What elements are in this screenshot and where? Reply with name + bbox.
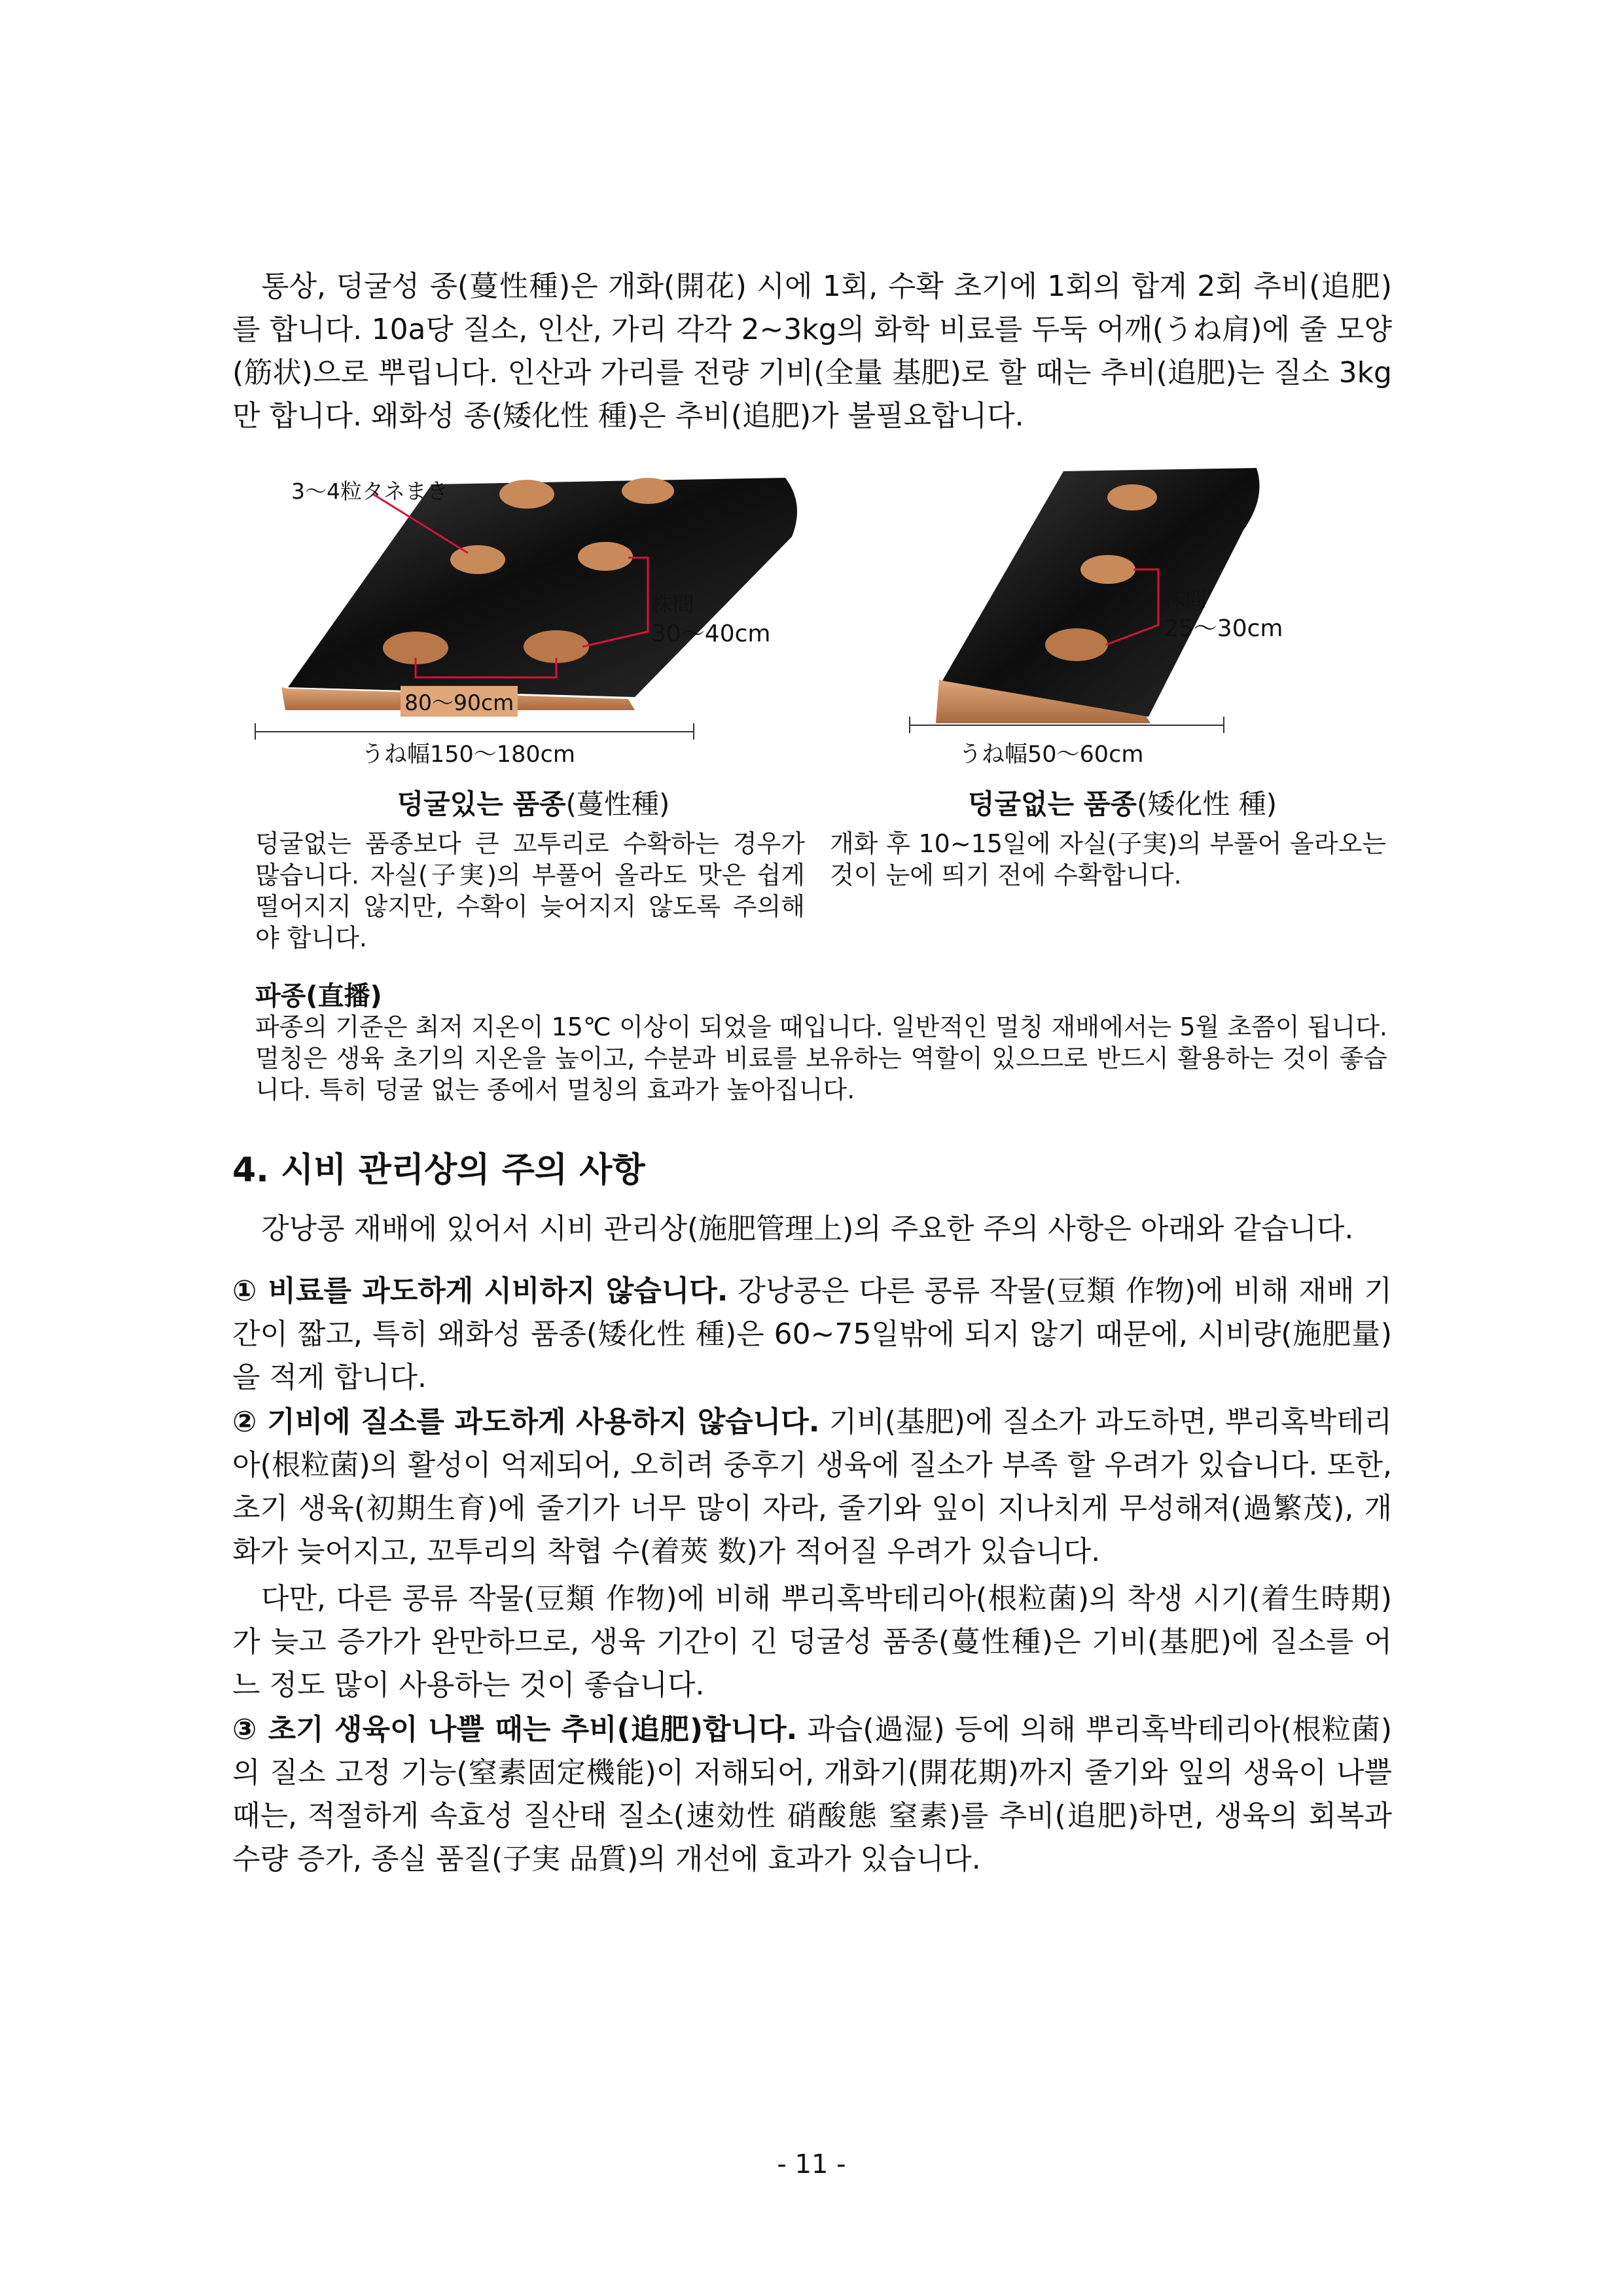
item-2-text: 기비(基肥)에 질소가 과도하면, 뿌리혹박테리아(根粒菌)의 활성이 억제되어, 오히려 중후기 생육에 질소가 부족 할 우려가 있습니다. 또한, 초기 생육(初期生育)에 줄기가 너무 많이 자라, 줄기와 잎이 지나치게 무성해져(過繁茂), 개화가 늦어지고, 꼬투리의 착협 수(着莢 数)가 적어질 우려가 있습니다. — [232, 1405, 1392, 1568]
label-bed-width-right: うね幅50～60cm — [959, 742, 1144, 768]
item-3-text: 과습(過湿) 등에 의해 뿌리혹박테리아(根粒菌)의 질소 고정 기능(窒素固定機能)이 저해되어, 개화기(開花期)까지 줄기와 잎의 생육이 나쁠 때는, 적절하게 속효성 질산태 질소(速効性 硝酸態 窒素)를 추비(追肥)하면, 생육의 회복과 수량 증가, 종실 품질(子実 品質)의 개선에 효과가 있습니다. — [232, 1713, 1392, 1876]
page-number: - 11 - — [777, 2149, 846, 2179]
item-1-text: 강낭콩은 다른 콩류 작물(豆類 作物)에 비해 재배 기간이 짧고, 특히 왜화성 품종(矮化性 種)은 60~75일밖에 되지 않기 때문에, 시비량(施肥量)을 적게 합니다. — [232, 1274, 1392, 1394]
caption-climbing-variety: 덩굴있는 품종(蔓性種) — [397, 788, 670, 820]
item-1 — [232, 1270, 1392, 1399]
item-3 — [232, 1708, 1392, 1881]
description-bush-variety: 개화 후 10~15일에 자실(子実)의 부풀어 올라오는 것이 눈에 띄기 전에 수확합니다. — [830, 829, 1386, 889]
label-plant-spacing-left-value: 30～40cm — [651, 620, 771, 647]
item-3-lead: ③ 초기 생육이 나쁠 때는 추비(追肥)합니다. — [232, 1713, 798, 1746]
label-plant-spacing-left: 株間 — [651, 592, 694, 617]
caption-bush-variety: 덩굴없는 품종(矮化性 種) — [967, 788, 1277, 820]
label-row-spacing: 80～90cm — [401, 686, 518, 717]
item-2-followup: 다만, 다른 콩류 작물(豆類 作物)에 비해 뿌리혹박테리아(根粒菌)의 착생 시기(着生時期)가 늦고 증가가 완만하므로, 생육 기간이 긴 덩굴성 품종(蔓性種)은 기비(基肥)에 질소를 어느 정도 많이 사용하는 것이 좋습니다. — [232, 1582, 1392, 1702]
label-plant-spacing-right-value: 25～30cm — [1164, 615, 1283, 642]
label-plant-spacing-right: 株間 — [1164, 586, 1207, 612]
item-1-lead: ① 비료를 과도하게 시비하지 않습니다. — [232, 1274, 728, 1308]
section-intro: 강낭콩 재배에 있어서 시비 관리상(施肥管理上)의 주요한 주의 사항은 아래와 같습니다. — [261, 1212, 1354, 1246]
intro-paragraph: 통상, 덩굴성 종(蔓性種)은 개화(開花) 시에 1회, 수확 초기에 1회의 합계 2회 추비(追肥)를 합니다. 10a당 질소, 인산, 가리 각각 2~3kg의 화학 비료를 두둑 어깨(うね肩)에 줄 모양(筋状)으로 뿌립니다. 인산과 가리를 전량 기비(全量 基肥)로 할 때는 추비(追肥)는 질소 3kg만 합니다. 왜화성 종(矮化性 種)은 추비(追肥)가 불필요합니다. — [232, 270, 1392, 433]
section-heading: 4. 시비 관리상의 주의 사항 — [232, 1151, 645, 1190]
mulch-diagram-bush — [903, 458, 1270, 733]
description-climbing-variety: 덩굴없는 품종보다 큰 꼬투리로 수확하는 경우가 많습니다. 자실(子実)의 부풀어 올라도 맛은 쉽게 떨어지지 않지만, 수확이 늦어지지 않도록 주의해야 합니다. — [255, 829, 805, 952]
label-bed-width-left: うね幅150～180cm — [361, 742, 575, 768]
label-seeds-per-hole: 3～4粒タネまき — [291, 478, 448, 504]
item-2-lead: ② 기비에 질소를 과도하게 사용하지 않습니다. — [232, 1405, 820, 1439]
sowing-text: 파종의 기준은 최저 지온이 15℃ 이상이 되었을 때입니다. 일반적인 멀칭 재배에서는 5월 초쯤이 됩니다. 멀칭은 생육 초기의 지온을 높이고, 수분과 비료를 보유하는 역할이 있으므로 반드시 활용하는 것이 좋습니다. 특히 덩굴 없는 종에서 멀칭의 효과가 높아집니다. — [255, 1013, 1387, 1104]
sowing-title: 파종(直播) — [255, 981, 382, 1011]
item-2 — [232, 1401, 1392, 1573]
